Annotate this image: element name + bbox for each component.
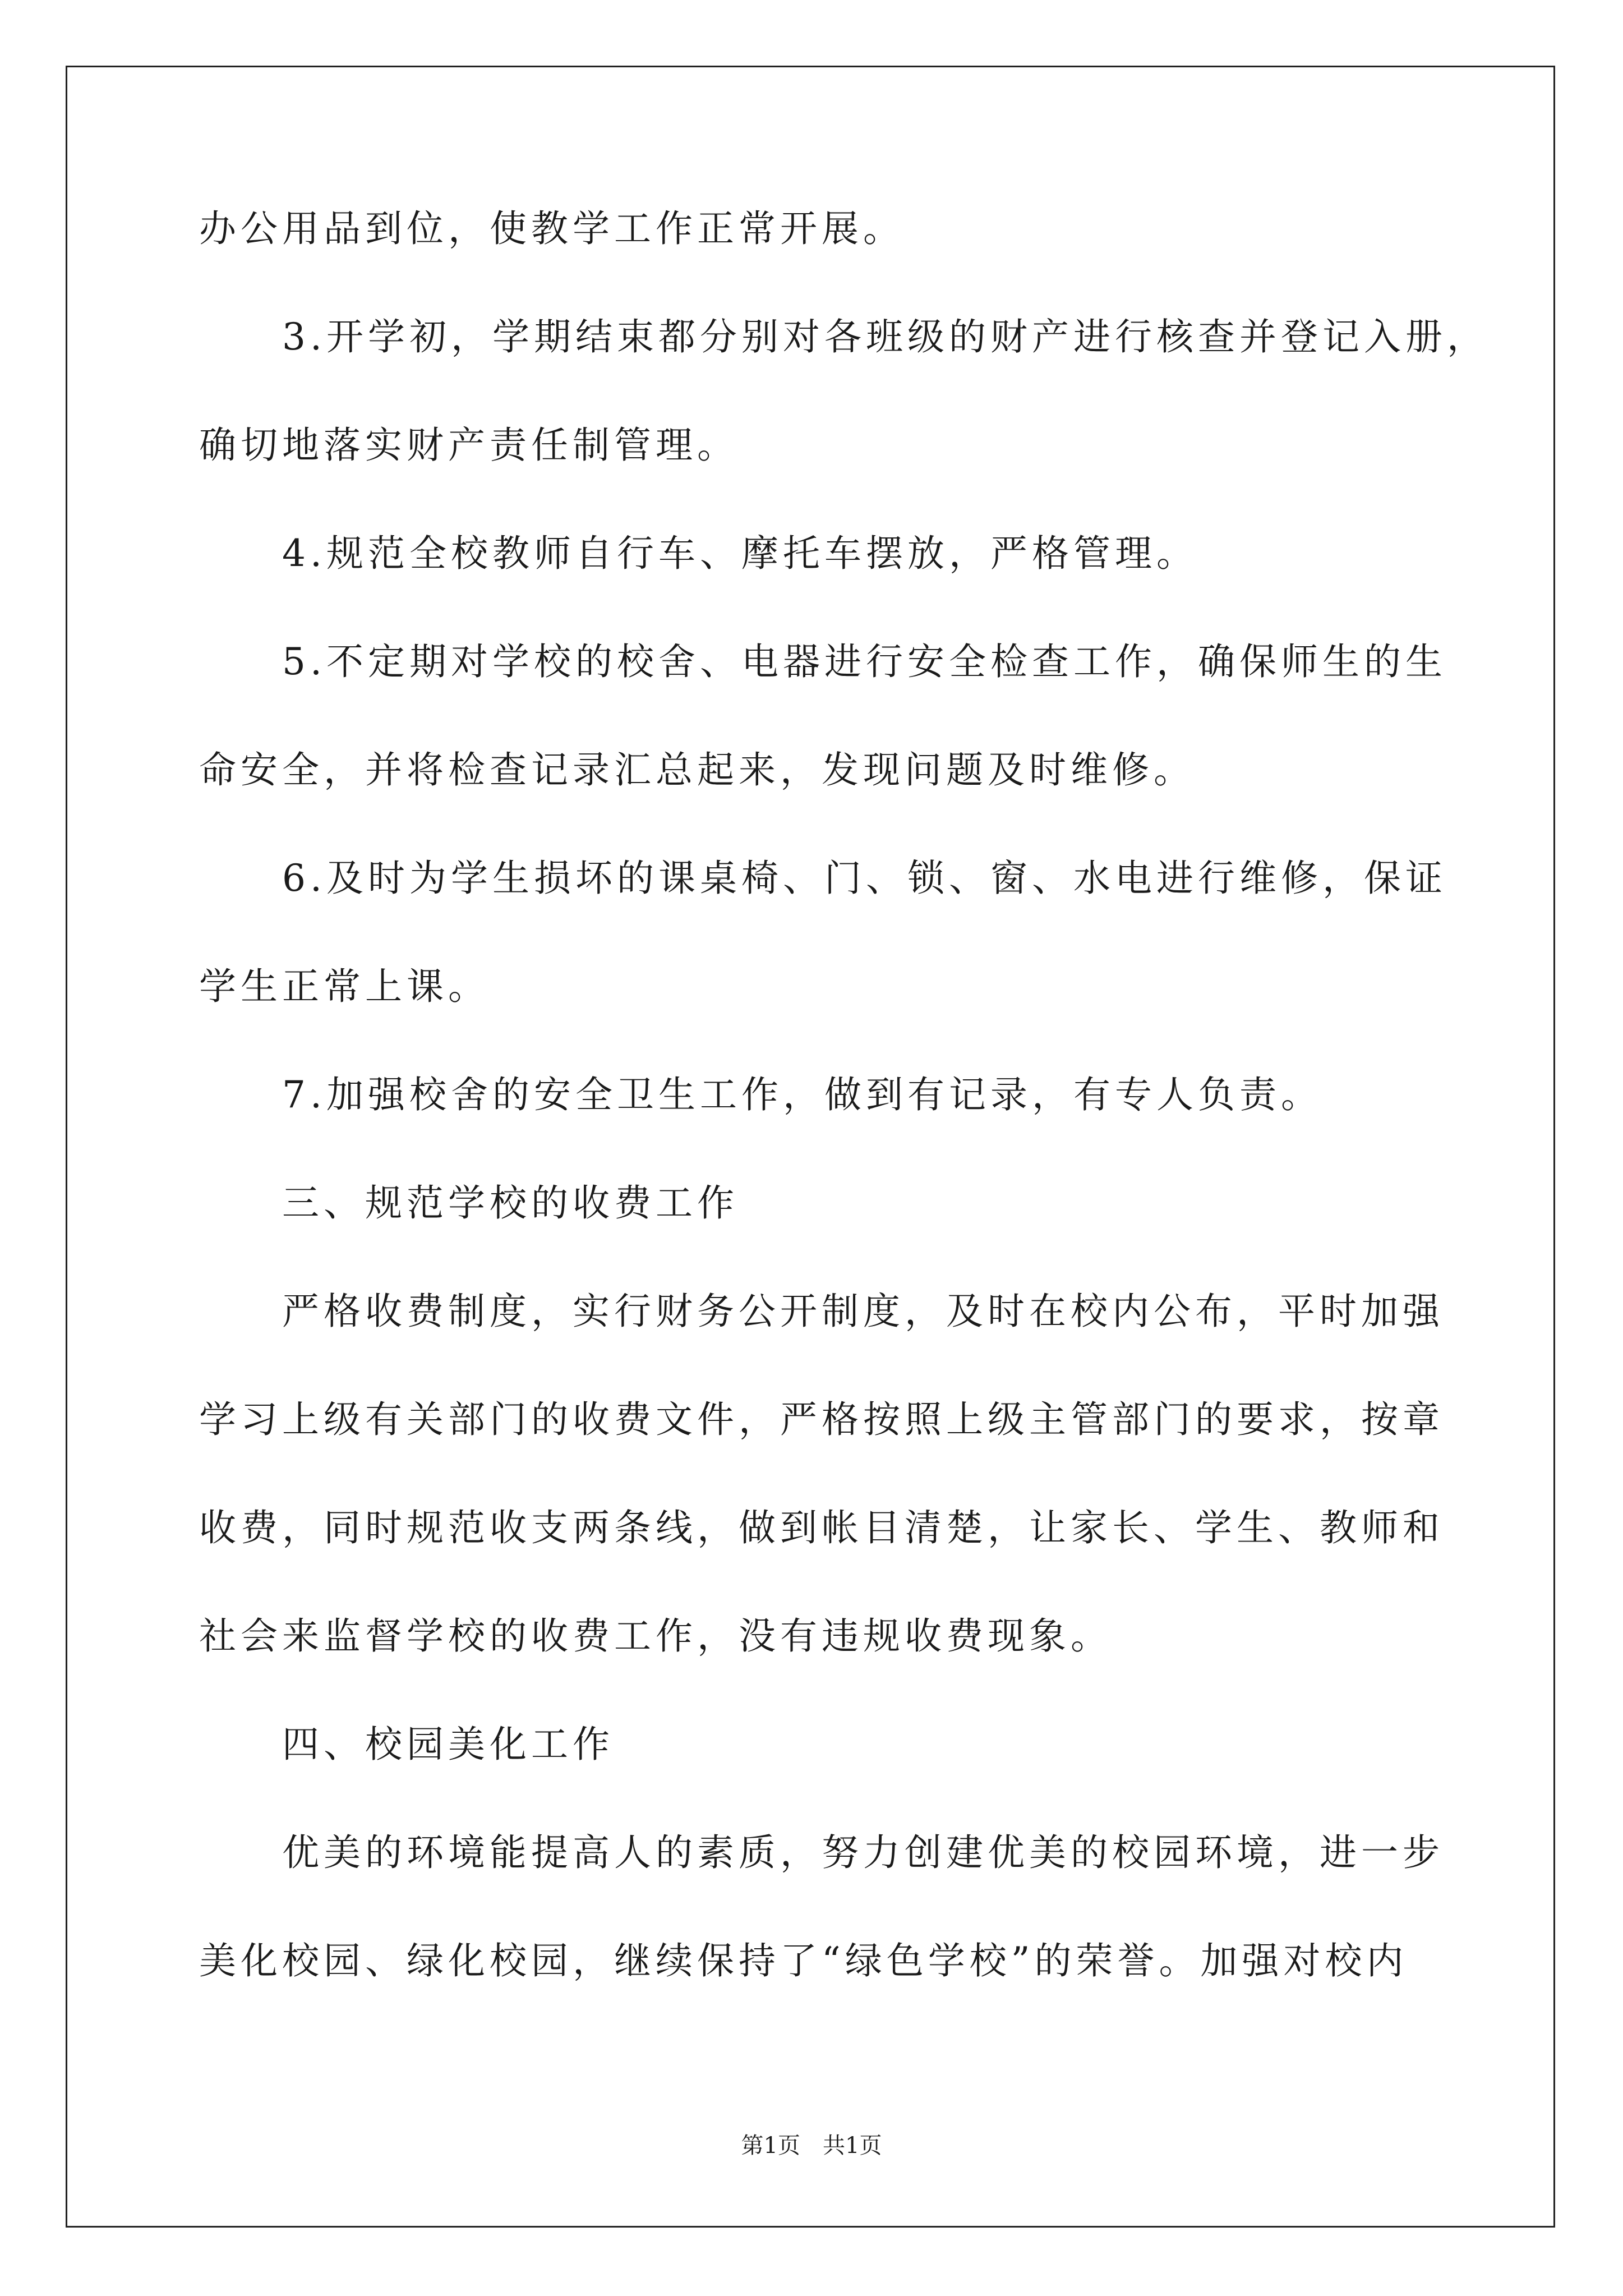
text-line: 确切地落实财产责任制管理。 bbox=[199, 424, 739, 467]
page-footer: 第1页 共1页 bbox=[741, 2133, 882, 2159]
text-line: 5.不定期对学校的校舍、电器进行安全检查工作，确保师生的生 bbox=[282, 640, 1447, 683]
text-line: 收费，同时规范收支两条线，做到帐目清楚，让家长、学生、教师和 bbox=[199, 1506, 1444, 1549]
text-line: 办公用品到位，使教学工作正常开展。 bbox=[199, 207, 905, 250]
section-heading: 四、校园美化工作 bbox=[282, 1723, 614, 1766]
text-line: 社会来监督学校的收费工作，没有违规收费现象。 bbox=[199, 1614, 1112, 1658]
text-line: 严格收费制度，实行财务公开制度，及时在校内公布，平时加强 bbox=[282, 1290, 1444, 1333]
text-line: 优美的环境能提高人的素质，努力创建优美的校园环境，进一步 bbox=[282, 1831, 1444, 1874]
text-line: 7.加强校舍的安全卫生工作，做到有记录，有专人负责。 bbox=[282, 1073, 1322, 1116]
text-line: 4.规范全校教师自行车、摩托车摆放，严格管理。 bbox=[282, 532, 1198, 575]
text-line: 学生正常上课。 bbox=[199, 965, 490, 1008]
text-line: 美化校园、绿化校园，继续保持了“绿色学校”的荣誉。加强对校内 bbox=[199, 1939, 1408, 1982]
section-heading: 三、规范学校的收费工作 bbox=[282, 1181, 739, 1225]
text-line: 命安全，并将检查记录汇总起来，发现问题及时维修。 bbox=[199, 748, 1195, 792]
page-border bbox=[66, 66, 1555, 2228]
text-line: 3.开学初，学期结束都分别对各班级的财产进行核查并登记入册， bbox=[282, 315, 1488, 358]
text-line: 学习上级有关部门的收费文件，严格按照上级主管部门的要求，按章 bbox=[199, 1398, 1444, 1441]
text-line: 6.及时为学生损坏的课桌椅、门、锁、窗、水电进行维修，保证 bbox=[282, 857, 1447, 900]
